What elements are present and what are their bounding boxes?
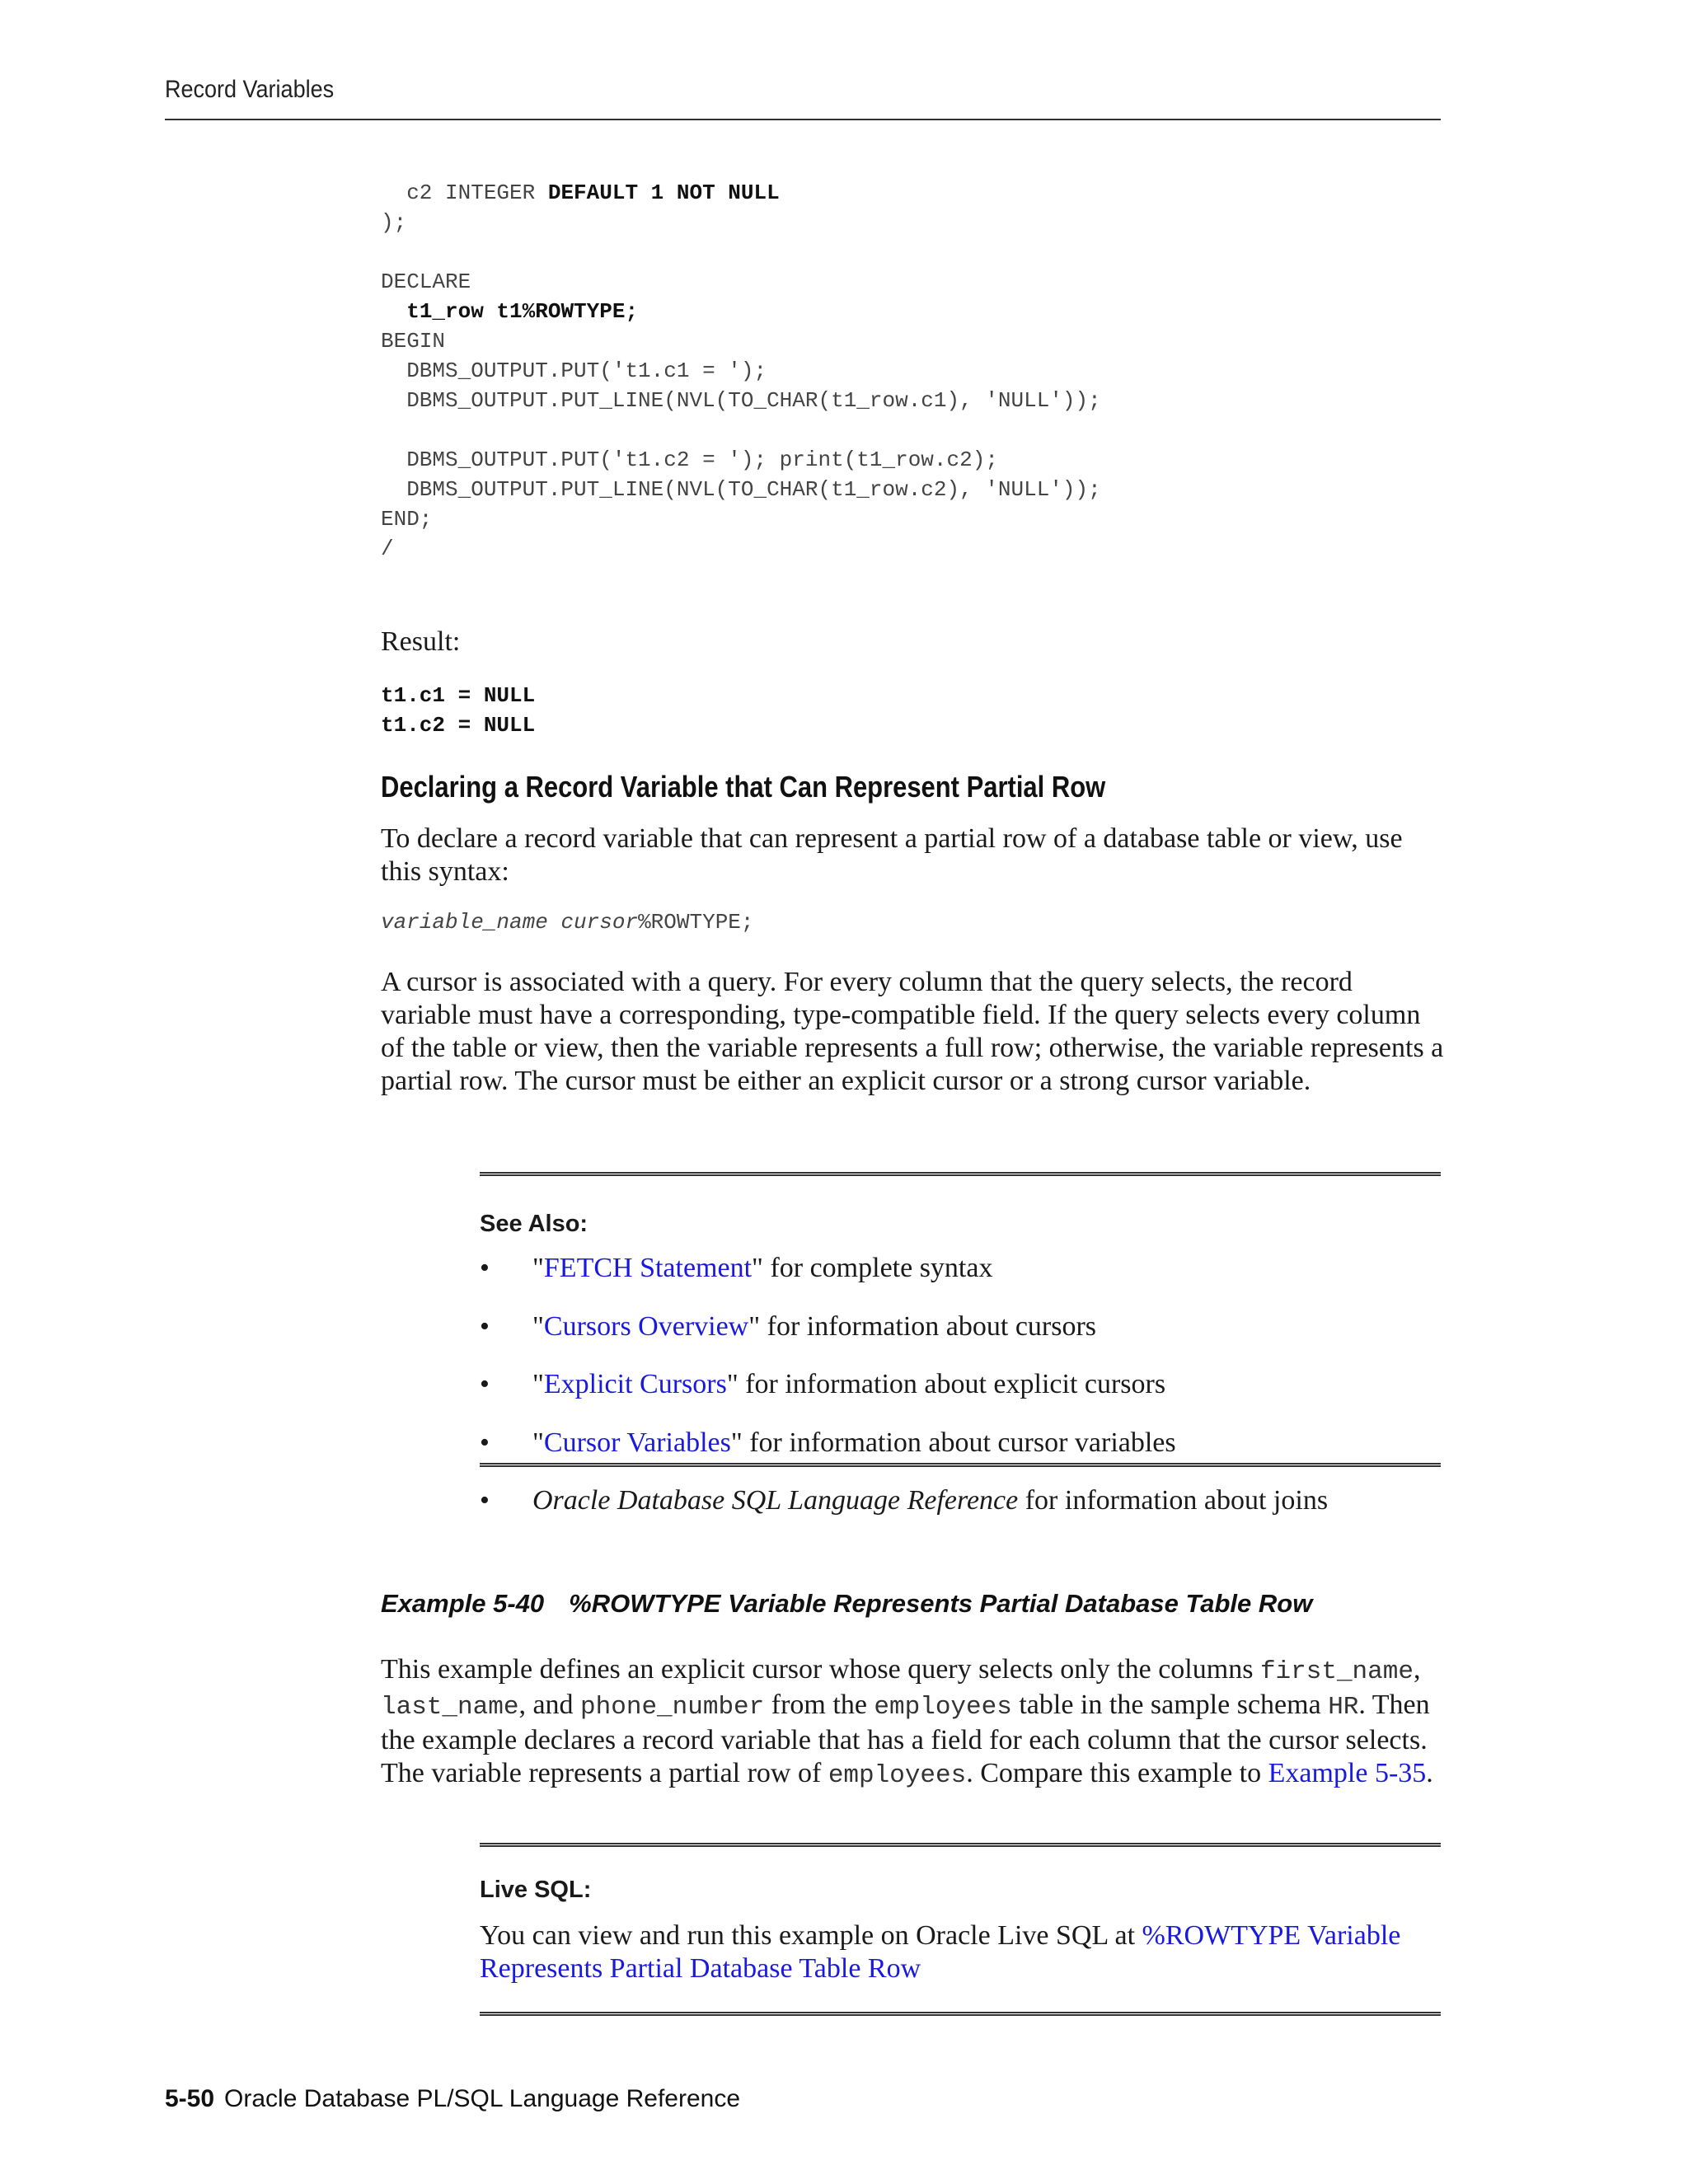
code-term: phone_number bbox=[580, 1693, 765, 1722]
code-line: END; bbox=[381, 507, 433, 532]
bullet-icon: • bbox=[480, 1369, 490, 1399]
bullet-icon: • bbox=[480, 1427, 490, 1458]
page-footer bbox=[165, 2085, 740, 2113]
code-term: employees bbox=[874, 1693, 1012, 1722]
example-description: This example defines an explicit cursor whose query selects only the columns first_name, last_name, and phone_number from the employees table in the sample schema HR. Then the example declares a record variable that has a field for each column that the cursor selects. The variable represents a partial row of employees. Compare this example to Example 5-35. bbox=[381, 1654, 1433, 1790]
result-line: t1.c1 = NULL bbox=[381, 683, 536, 708]
see-also-title: See Also: bbox=[480, 1211, 588, 1237]
bullet-icon: • bbox=[480, 1253, 490, 1283]
syntax-variable: variable_name bbox=[381, 910, 548, 935]
code-line: DBMS_OUTPUT.PUT_LINE(NVL(TO_CHAR(t1_row.c2), 'NULL')); bbox=[381, 477, 1101, 502]
example-number: Example 5-40 bbox=[381, 1589, 545, 1618]
section-body: A cursor is associated with a query. For every column that the query selects, the record variable must have a corresponding, type-compatible field. If the query selects every column of the table or view, then the variable represents a full row; otherwise, the variable represents a partial row. The cursor must be either an explicit cursor or a strong cursor variable. bbox=[381, 967, 1444, 1096]
link-fetch-statement[interactable]: FETCH Statement bbox=[543, 1253, 753, 1283]
example-title bbox=[381, 1589, 1312, 1619]
section-heading: Declaring a Record Variable that Can Represent Partial Row bbox=[381, 770, 1106, 804]
see-also-box bbox=[480, 1172, 1441, 1516]
code-line: / bbox=[381, 537, 394, 561]
link-explicit-cursors[interactable]: Explicit Cursors bbox=[543, 1369, 727, 1399]
result-output bbox=[381, 681, 535, 740]
running-title: Record Variables bbox=[165, 76, 335, 103]
list-item: • "Cursor Variables" for information about cursor variables bbox=[480, 1427, 1176, 1458]
list-item: • "Explicit Cursors" for information about explicit cursors bbox=[480, 1369, 1166, 1399]
code-line: DBMS_OUTPUT.PUT('t1.c1 = '); bbox=[381, 359, 767, 383]
code-term: last_name bbox=[381, 1693, 519, 1722]
bullet-icon: • bbox=[480, 1310, 490, 1342]
list-item: • "Cursors Overview" for information about cursors bbox=[480, 1310, 1097, 1342]
book-title: Oracle Database PL/SQL Language Reference bbox=[224, 2085, 741, 2112]
code-term: first_name bbox=[1259, 1657, 1414, 1686]
code-line: t1_row t1%ROWTYPE; bbox=[406, 299, 639, 324]
code-term: HR bbox=[1328, 1693, 1359, 1722]
syntax-suffix: %ROWTYPE; bbox=[638, 910, 754, 935]
link-live-sql-example[interactable]: %ROWTYPE Variable Represents Partial Database Table Row bbox=[480, 1920, 1401, 1984]
result-label: Result: bbox=[381, 626, 461, 657]
live-sql-title: Live SQL: bbox=[480, 1877, 592, 1903]
code-line: DBMS_OUTPUT.PUT('t1.c2 = '); print(t1_row.c2); bbox=[381, 448, 998, 472]
code-line: BEGIN bbox=[381, 329, 446, 354]
code-line: ); bbox=[381, 210, 407, 235]
syntax-cursor: cursor bbox=[560, 910, 639, 935]
link-cursor-variables[interactable]: Cursor Variables bbox=[543, 1427, 731, 1458]
section-intro: To declare a record variable that can represent a partial row of a database table or view, use this syntax: bbox=[381, 823, 1403, 887]
code-line: DBMS_OUTPUT.PUT_LINE(NVL(TO_CHAR(t1_row.c1), 'NULL')); bbox=[381, 388, 1101, 413]
result-line: t1.c2 = NULL bbox=[381, 713, 536, 738]
see-also-list bbox=[480, 1252, 1441, 1543]
page-header bbox=[165, 73, 1441, 120]
live-sql-box bbox=[480, 1843, 1441, 2016]
code-line: c2 INTEGER DEFAULT 1 NOT NULL bbox=[381, 180, 780, 205]
link-example-5-35[interactable]: Example 5-35 bbox=[1268, 1758, 1427, 1788]
example-caption: %ROWTYPE Variable Represents Partial Database Table Row bbox=[569, 1589, 1313, 1618]
main-content bbox=[381, 178, 1444, 1984]
list-item: • Oracle Database SQL Language Reference for information about joins bbox=[480, 1485, 1329, 1516]
link-cursors-overview[interactable]: Cursors Overview bbox=[543, 1310, 749, 1342]
code-line: DECLARE bbox=[381, 269, 471, 294]
bullet-icon: • bbox=[480, 1485, 490, 1516]
syntax-line bbox=[381, 910, 754, 935]
list-item: • "FETCH Statement" for complete syntax bbox=[480, 1253, 993, 1283]
book-reference: Oracle Database SQL Language Reference bbox=[532, 1485, 1019, 1516]
code-term: employees bbox=[828, 1761, 967, 1790]
page-number: 5-50 bbox=[165, 2085, 215, 2112]
code-block bbox=[381, 178, 1441, 564]
live-sql-text: You can view and run this example on Oracle Live SQL at %ROWTYPE Variable Represents Partial Database Table Row bbox=[480, 1920, 1401, 1984]
